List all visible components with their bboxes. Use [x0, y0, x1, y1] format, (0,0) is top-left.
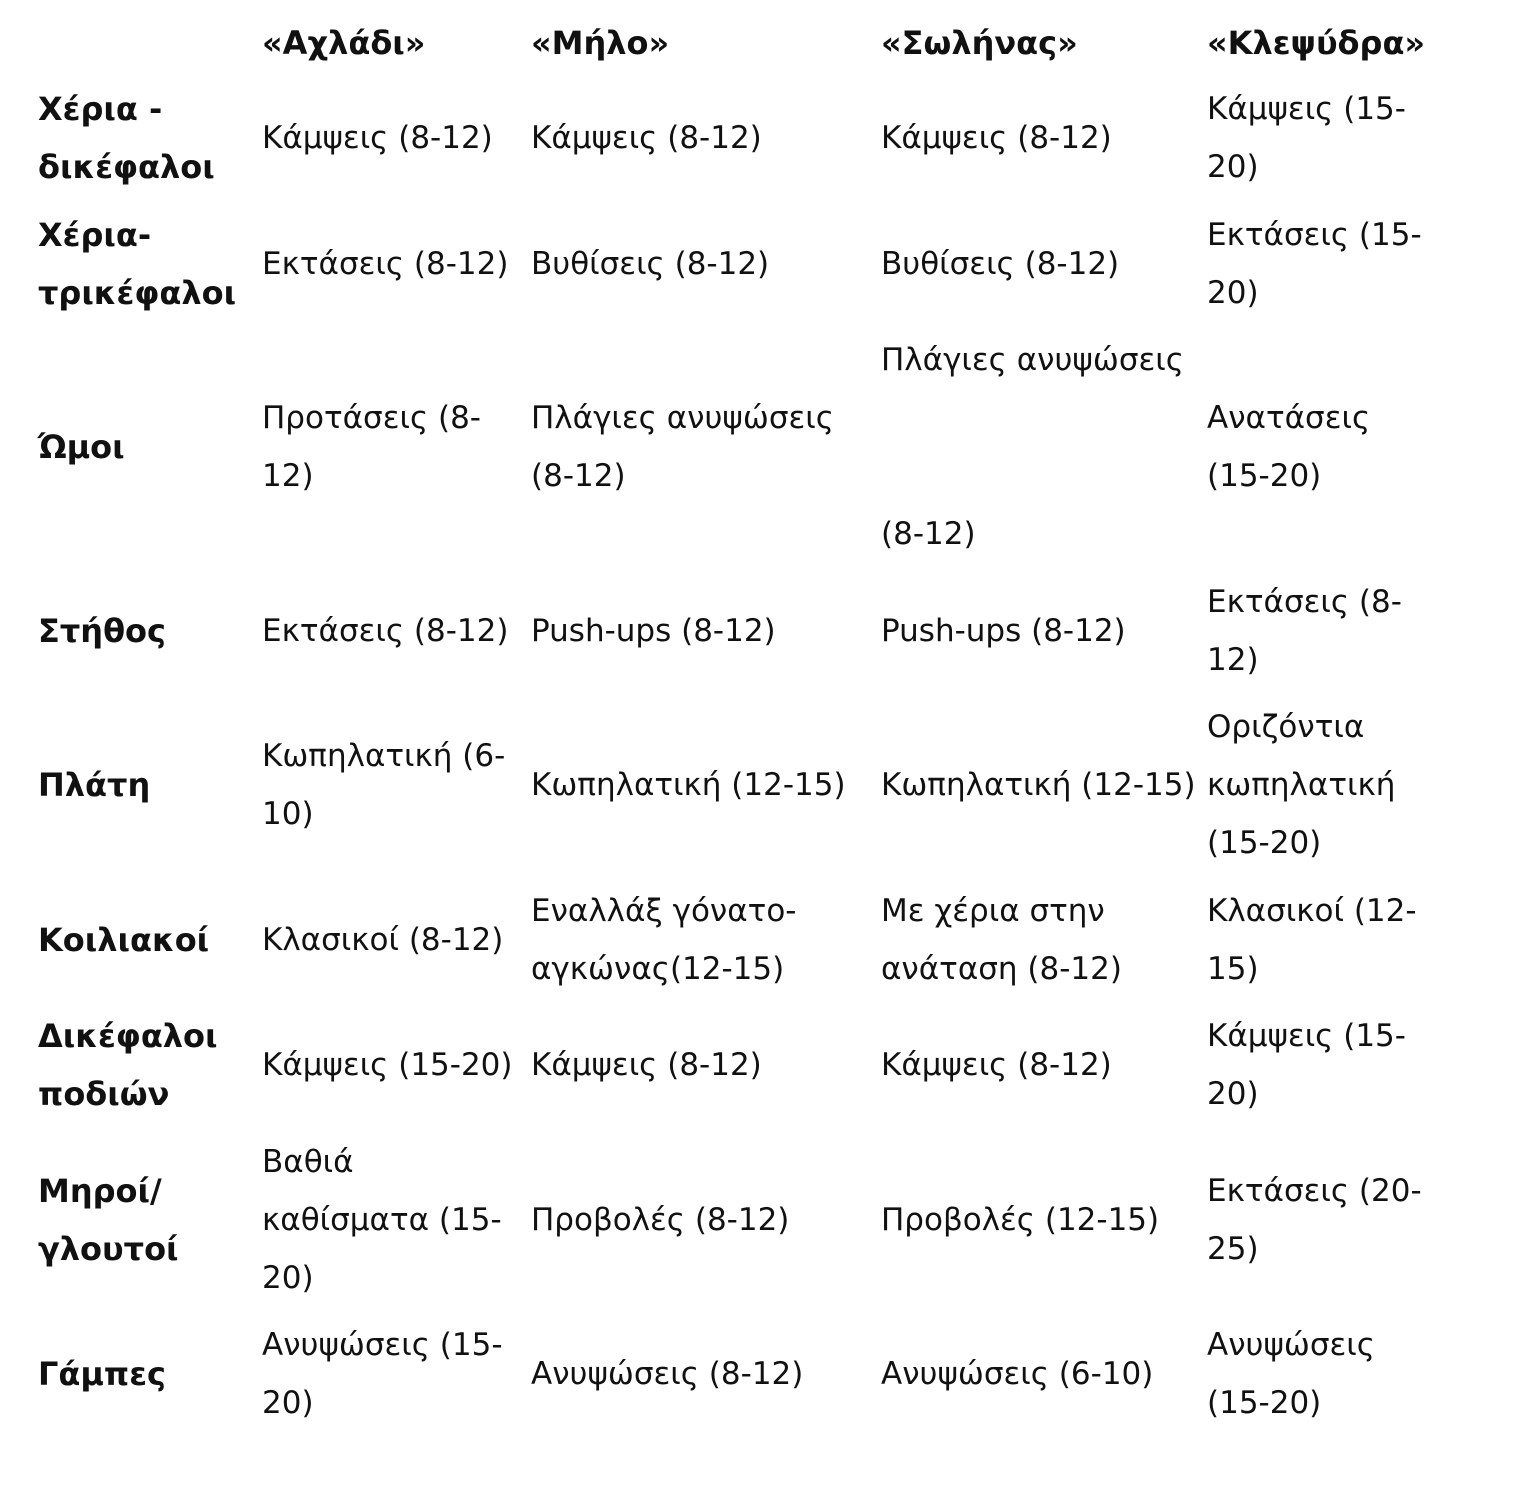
table-cell: Εκτάσεις (8-12) [1207, 584, 1402, 678]
table-cell: Οριζόντια κωπηλατική (15-20) [1207, 709, 1396, 861]
table-cell: Προβολές (12-15) [881, 1202, 1160, 1238]
table-cell: Πλάγιες ανυψώσεις (8-12) [531, 400, 834, 494]
table-cell: Κωπηλατική (12-15) [881, 767, 1196, 803]
table-cell: Κάμψεις (8-12) [881, 120, 1112, 156]
table-cell: Κάμψεις (15-20) [262, 1047, 513, 1083]
row-label-shoulders: Ώμοι [38, 428, 125, 466]
table-cell: Βυθίσεις (8-12) [531, 246, 770, 282]
row-label-back: Πλάτη [38, 766, 151, 804]
row-label-calves: Γάμπες [38, 1355, 167, 1393]
table-cell: Εναλλάξ γόνατο-αγκώνας(12-15) [531, 893, 797, 987]
header-apple: «Μήλο» [531, 24, 670, 62]
row-label-biceps: Χέρια - δικέφαλοι [38, 90, 215, 186]
table-cell: Εκτάσεις (15-20) [1207, 217, 1422, 311]
table-cell: Κάμψεις (8-12) [531, 120, 762, 156]
table-cell: Κάμψεις (15-20) [1207, 91, 1406, 185]
table-cell: Βαθιά καθίσματα (15-20) [262, 1144, 502, 1296]
table-cell: Πλάγιες ανυψώσεις (8-12) [881, 342, 1184, 552]
table-cell: Ανυψώσεις (15-20) [262, 1327, 503, 1421]
table-cell: Ανυψώσεις (15-20) [1207, 1327, 1375, 1421]
header-tube: «Σωλήνας» [881, 24, 1078, 62]
table-cell: Κάμψεις (8-12) [881, 1047, 1112, 1083]
row-label-thighs-glutes: Μηροί/ γλουτοί [38, 1172, 179, 1268]
table-cell: Ανυψώσεις (6-10) [881, 1356, 1154, 1392]
header-hourglass: «Κλεψύδρα» [1207, 24, 1426, 62]
table-cell: Βυθίσεις (8-12) [881, 246, 1120, 282]
table-cell: Push-ups (8-12) [881, 613, 1126, 649]
table-cell: Κλασικοί (12-15) [1207, 893, 1417, 987]
table-cell: Προτάσεις (8-12) [262, 400, 481, 494]
table-cell: Κωπηλατική (12-15) [531, 767, 846, 803]
table-cell: Κωπηλατική (6-10) [262, 738, 506, 832]
table-cell: Ανατάσεις (15-20) [1207, 400, 1371, 494]
table-cell: Κάμψεις (15-20) [1207, 1018, 1406, 1112]
table-cell: Κάμψεις (8-12) [262, 120, 493, 156]
table-cell: Προβολές (8-12) [531, 1202, 790, 1238]
table-cell: Εκτάσεις (20-25) [1207, 1173, 1422, 1267]
row-label-triceps: Χέρια-τρικέφαλοι [38, 216, 237, 312]
table-cell: Κλασικοί (8-12) [262, 922, 504, 958]
table-cell: Push-ups (8-12) [531, 613, 776, 649]
table-cell: Εκτάσεις (8-12) [262, 246, 509, 282]
table-cell: Κάμψεις (8-12) [531, 1047, 762, 1083]
row-label-chest: Στήθος [38, 612, 166, 650]
table-cell: Με χέρια στην ανάταση (8-12) [881, 893, 1122, 987]
table-cell: Εκτάσεις (8-12) [262, 613, 509, 649]
table-cell: Ανυψώσεις (8-12) [531, 1356, 804, 1392]
row-label-hamstrings: Δικέφαλοι ποδιών [38, 1017, 218, 1113]
row-label-abs: Κοιλιακοί [38, 921, 210, 959]
header-pear: «Αχλάδι» [262, 24, 426, 62]
